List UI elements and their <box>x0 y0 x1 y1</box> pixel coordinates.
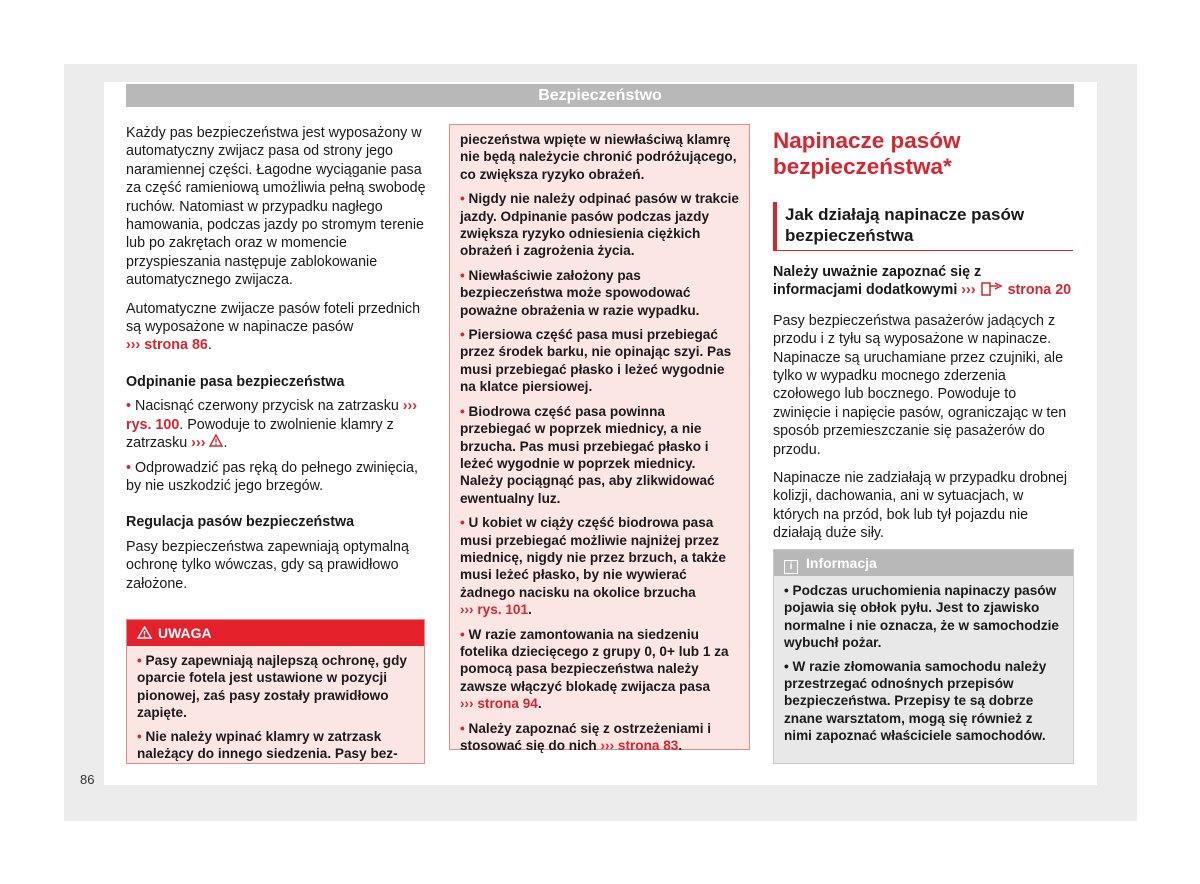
intro-paragraph: Każdy pas bezpieczeństwa jest wyposażony w automatyczny zwijacz pasa od strony jego naramiennej części. Łagodne wyciąganie pasa za część ramieniową umożliwia pełną swobodę ruchów. Natomiast w przypadku nagłego hamowania, podczas jazdy po stromym terenie lub po zakrętach oraz w momencie przyspieszania następuje zablokowanie automatycznego zwijacza. <box>126 125 426 289</box>
pretensioner-limitations: Napinacze nie zadziałają w przypadku drobnej kolizji, dachowania, ani w sytuacjach, w których na przód, bok lub tył pojazdu nie działają duże siły. <box>773 470 1068 542</box>
column-left <box>126 124 426 603</box>
info-box <box>773 549 1074 764</box>
warning-item: • Piersiowa część pasa musi przebiegać przez środek barku, nie opinając szyi. Pas musi przebiegać płasko i leżeć wygodnie na klatce piersiowej. <box>460 327 732 395</box>
warning-triangle-icon <box>137 625 158 641</box>
warning-item: • Nigdy nie należy odpinać pasów w trakcie jazdy. Odpinanie pasów podczas jazdy zwiększa ryzyko odniesienia ciężkich obrażeń i zagrożenia życia. <box>460 191 739 259</box>
info-item: • W razie złomowania samochodu należy przestrzegać odnośnych przepisów bezpieczeństwa. Przepisy te są dobrze znane warsztatom, mogą się również z nimi zapoznać właściciele samochodów. <box>784 658 1047 744</box>
warning-item: • Należy zapoznać się z ostrzeżeniami i stosować się do nich ››› strona 83. <box>460 720 712 753</box>
link-strona-20[interactable]: strona 20 <box>1007 282 1072 299</box>
subheading-adjustment: Regulacja pasów bezpieczeństwa <box>126 514 355 531</box>
warning-continuation-box <box>449 124 750 753</box>
page-number: 86 <box>80 772 95 787</box>
warning-continuation-text: pieczeństwa wpięte w niewłaściwą klamrę nie będą należycie chronić podróżującego, co zwiększa ryzyko obrażeń. <box>460 132 737 182</box>
info-icon: i <box>784 560 798 574</box>
pretensioner-paragraph: Automatyczne zwijacze pasów foteli przednich są wyposażone w napinacze pasów ››› strona 86. <box>126 300 421 354</box>
warning-triangle-icon <box>209 435 223 451</box>
pretensioner-description: Pasy bezpieczeństwa pasażerów jadących z przodu i z tyłu są wyposażone w napinacze. Napinacze są uruchamiane przez czujniki, ale tylko w wypadku mocnego zderzenia czołowego lub bocznego. Powoduje to zwinięcie i napięcie pasów, ograniczając w ten sposób przemieszczanie się pasażerów do przodu. <box>773 312 1067 458</box>
warning-box <box>126 619 425 764</box>
warning-item: • Niewłaściwie założony pas bezpieczeństwa może spowodować poważne obrażenia w razie wypadku. <box>460 267 700 318</box>
section-title: Napinacze pasów bezpieczeństwa* <box>773 128 961 179</box>
adjustment-paragraph: Pasy bezpieczeństwa zapewniają optymalną ochronę tylko wówczas, gdy są prawidłowo założone. <box>126 538 409 592</box>
info-header: i Informacja <box>774 550 1073 576</box>
warning-item: • Nie należy wpinać klamry w zatrzask należący do innego siedzenia. Pasy bez- <box>137 728 398 762</box>
link-rys-100[interactable]: rys. 100 <box>126 416 180 433</box>
chapter-header: Bezpieczeństwo <box>126 84 1074 107</box>
link-strona-83[interactable]: strona 83 <box>617 738 679 753</box>
warning-item: • Pasy zapewniają najlepszą ochronę, gdy oparcie fotela jest ustawione w pozycji pionowej, zaś pasy zostały prawidłowo zapięte. <box>137 653 407 721</box>
list-item: • Nacisnąć czerwony przycisk na zatrzasku ››› rys. 100. Powoduje to zwolnienie klamry z zatrzasku ››› . <box>126 398 418 452</box>
list-item: • Odprowadzić pas ręką do pełnego zwinięcia, by nie uszkodzić jego brzegów. <box>126 459 418 494</box>
subsection-title: Jak działają napinacze pasów bezpieczeństwa <box>773 202 1073 251</box>
warning-header: UWAGA <box>127 620 424 646</box>
book-icon <box>980 281 1004 301</box>
link-strona-86[interactable]: strona 86 <box>144 337 208 354</box>
warning-item: • Biodrowa część pasa powinna przebiegać w poprzek miednicy, a nie brzucha. Pas musi przebiegać płasko i leżeć wygodnie w poprzek miednicy. Należy pociągnąć pas, aby zlikwidować ewentualny luz. <box>460 403 715 506</box>
link-rys-101[interactable]: rys. 101 <box>477 602 529 618</box>
warning-item: • U kobiet w ciąży część biodrowa pasa musi przebiegać możliwie najniżej przez miednicę, nigdy nie przez brzuch, a także musi leżeć płasko, by nie wywierać żadnego nacisku na okolice brzucha ››› rys. 101. <box>460 515 726 618</box>
link-strona-94[interactable]: strona 94 <box>477 696 538 712</box>
cross-ref-arrow: ››› <box>126 337 141 354</box>
info-item: • Podczas uruchomienia napinaczy pasów pojawia się obłok pyłu. Jest to zjawisko normalne i nie oznacza, że w samochodzie wybuchł pożar. <box>784 583 1059 651</box>
column-right <box>773 124 1073 553</box>
subheading-unbuckling: Odpinanie pasa bezpieczeństwa <box>126 373 345 390</box>
read-more-note: Należy uważnie zapoznać się z informacjami dodatkowymi ››› strona 20 <box>773 263 1073 302</box>
warning-item: • W razie zamontowania na siedzeniu fotelika dziecięcego z grupy 0, 0+ lub 1 za pomocą pasa bezpieczeństwa należy zawsze włączyć blokadę zwijacza pasa ››› strona 94. <box>460 626 729 712</box>
